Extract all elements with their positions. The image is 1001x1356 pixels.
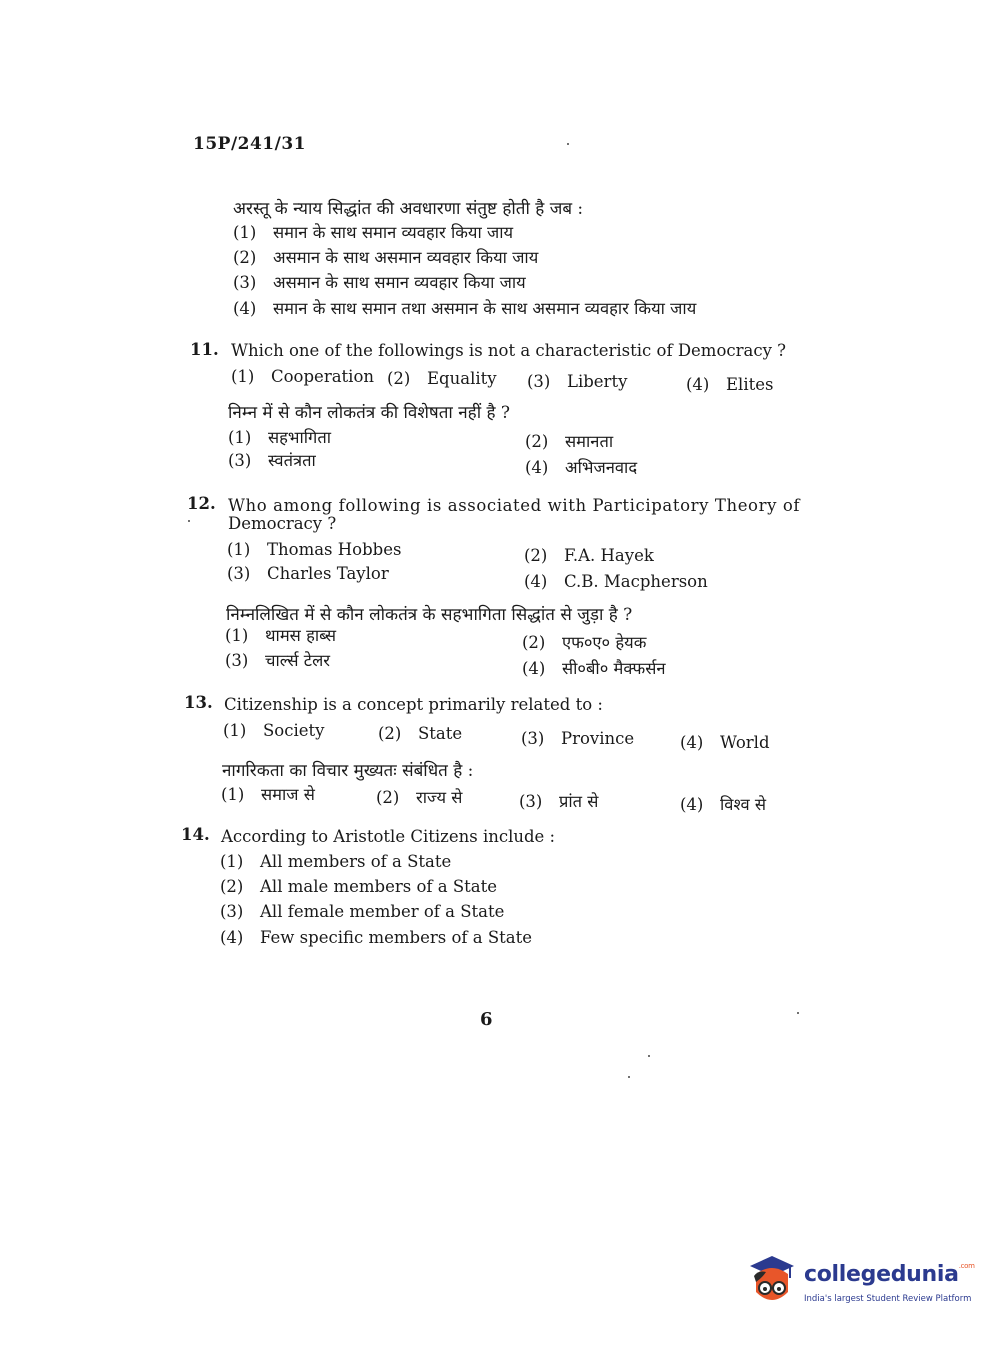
q10-hindi-option-4: (4) समान के साथ समान तथा असमान के साथ असमान व्यवहार किया जाय [233, 299, 697, 318]
q11-option-3: (3) Liberty [527, 372, 628, 391]
logo-tagline: India's largest Student Review Platform [804, 1294, 972, 1304]
q13-option-2: (2) State [378, 724, 463, 743]
q11-hindi-option-4: (4) अभिजनवाद [525, 458, 638, 477]
q13-option-3: (3) Province [521, 729, 635, 748]
q13-number: 13. [184, 693, 213, 712]
q11-hindi-option-2: (2) समानता [525, 432, 614, 451]
scan-speck [648, 1055, 650, 1057]
q12-option-2: (2) F.A. Hayek [524, 546, 654, 565]
q12-stem-line2: Democracy ? [228, 514, 337, 533]
q12-number: 12. [187, 494, 216, 513]
q12-hindi-option-2: (2) एफ०ए० हेयक [522, 633, 647, 652]
logo-wordmark: collegedunia$^{.com}$ [804, 1262, 975, 1287]
q10-hindi-option-3: (3) असमान के साथ समान व्यवहार किया जाय [233, 273, 526, 292]
q12-hindi-option-1: (1) थामस हाब्स [225, 626, 337, 645]
scan-speck [797, 1012, 799, 1014]
scan-speck [188, 520, 190, 522]
q14-option-1: (1) All members of a State [220, 852, 452, 871]
q13-hindi-option-1: (1) समाज से [221, 785, 315, 804]
q13-option-4: (4) World [680, 733, 770, 752]
student-mascot-icon [744, 1252, 800, 1310]
q14-option-4: (4) Few specific members of a State [220, 928, 533, 947]
q11-option-2: (2) Equality [387, 369, 497, 388]
q12-option-3: (3) Charles Taylor [227, 564, 389, 583]
q13-stem: Citizenship is a concept primarily related to : [224, 695, 603, 714]
page-number: 6 [480, 1009, 493, 1030]
q12-hindi-option-4: (4) सी०बी० मैक्फर्सन [522, 659, 666, 678]
q14-number: 14. [181, 825, 210, 844]
q12-stem-line1: Who among following is associated with Participatory Theory of [228, 496, 801, 515]
q10-hindi-option-2: (2) असमान के साथ असमान व्यवहार किया जाय [233, 248, 539, 267]
q11-hindi-stem: निम्न में से कौन लोकतंत्र की विशेषता नहीं है ? [228, 403, 511, 423]
q10-hindi-option-1: (1) समान के साथ समान व्यवहार किया जाय [233, 223, 514, 242]
q11-hindi-option-1: (1) सहभागिता [228, 428, 332, 447]
q11-number: 11. [190, 340, 219, 359]
q12-hindi-stem: निम्नलिखित में से कौन लोकतंत्र के सहभागिता सिद्धांत से जुड़ा है ? [226, 605, 633, 625]
q13-option-1: (1) Society [223, 721, 325, 740]
q10-hindi-stem: अरस्तू के न्याय सिद्धांत की अवधारणा संतुष्ट होती है जब : [233, 199, 584, 219]
paper-code: 15P/241/31 [193, 134, 307, 154]
scan-speck [567, 143, 569, 145]
q11-option-4: (4) Elites [686, 375, 774, 394]
q12-hindi-option-3: (3) चार्ल्स टेलर [225, 651, 331, 670]
q13-hindi-stem: नागरिकता का विचार मुख्यतः संबंधित है : [222, 761, 474, 781]
q11-stem: Which one of the followings is not a characteristic of Democracy ? [231, 341, 787, 360]
q11-option-1: (1) Cooperation [231, 367, 375, 386]
q13-hindi-option-2: (2) राज्य से [376, 788, 463, 807]
q12-option-4: (4) C.B. Macpherson [524, 572, 708, 591]
q14-stem: According to Aristotle Citizens include : [221, 827, 556, 846]
q13-hindi-option-4: (4) विश्व से [680, 795, 767, 814]
scan-speck [628, 1076, 630, 1078]
collegedunia-logo [744, 1252, 974, 1312]
q14-option-2: (2) All male members of a State [220, 877, 498, 896]
q11-hindi-option-3: (3) स्वतंत्रता [228, 451, 316, 470]
q12-option-1: (1) Thomas Hobbes [227, 540, 402, 559]
q14-option-3: (3) All female member of a State [220, 902, 505, 921]
q13-hindi-option-3: (3) प्रांत से [519, 792, 599, 811]
